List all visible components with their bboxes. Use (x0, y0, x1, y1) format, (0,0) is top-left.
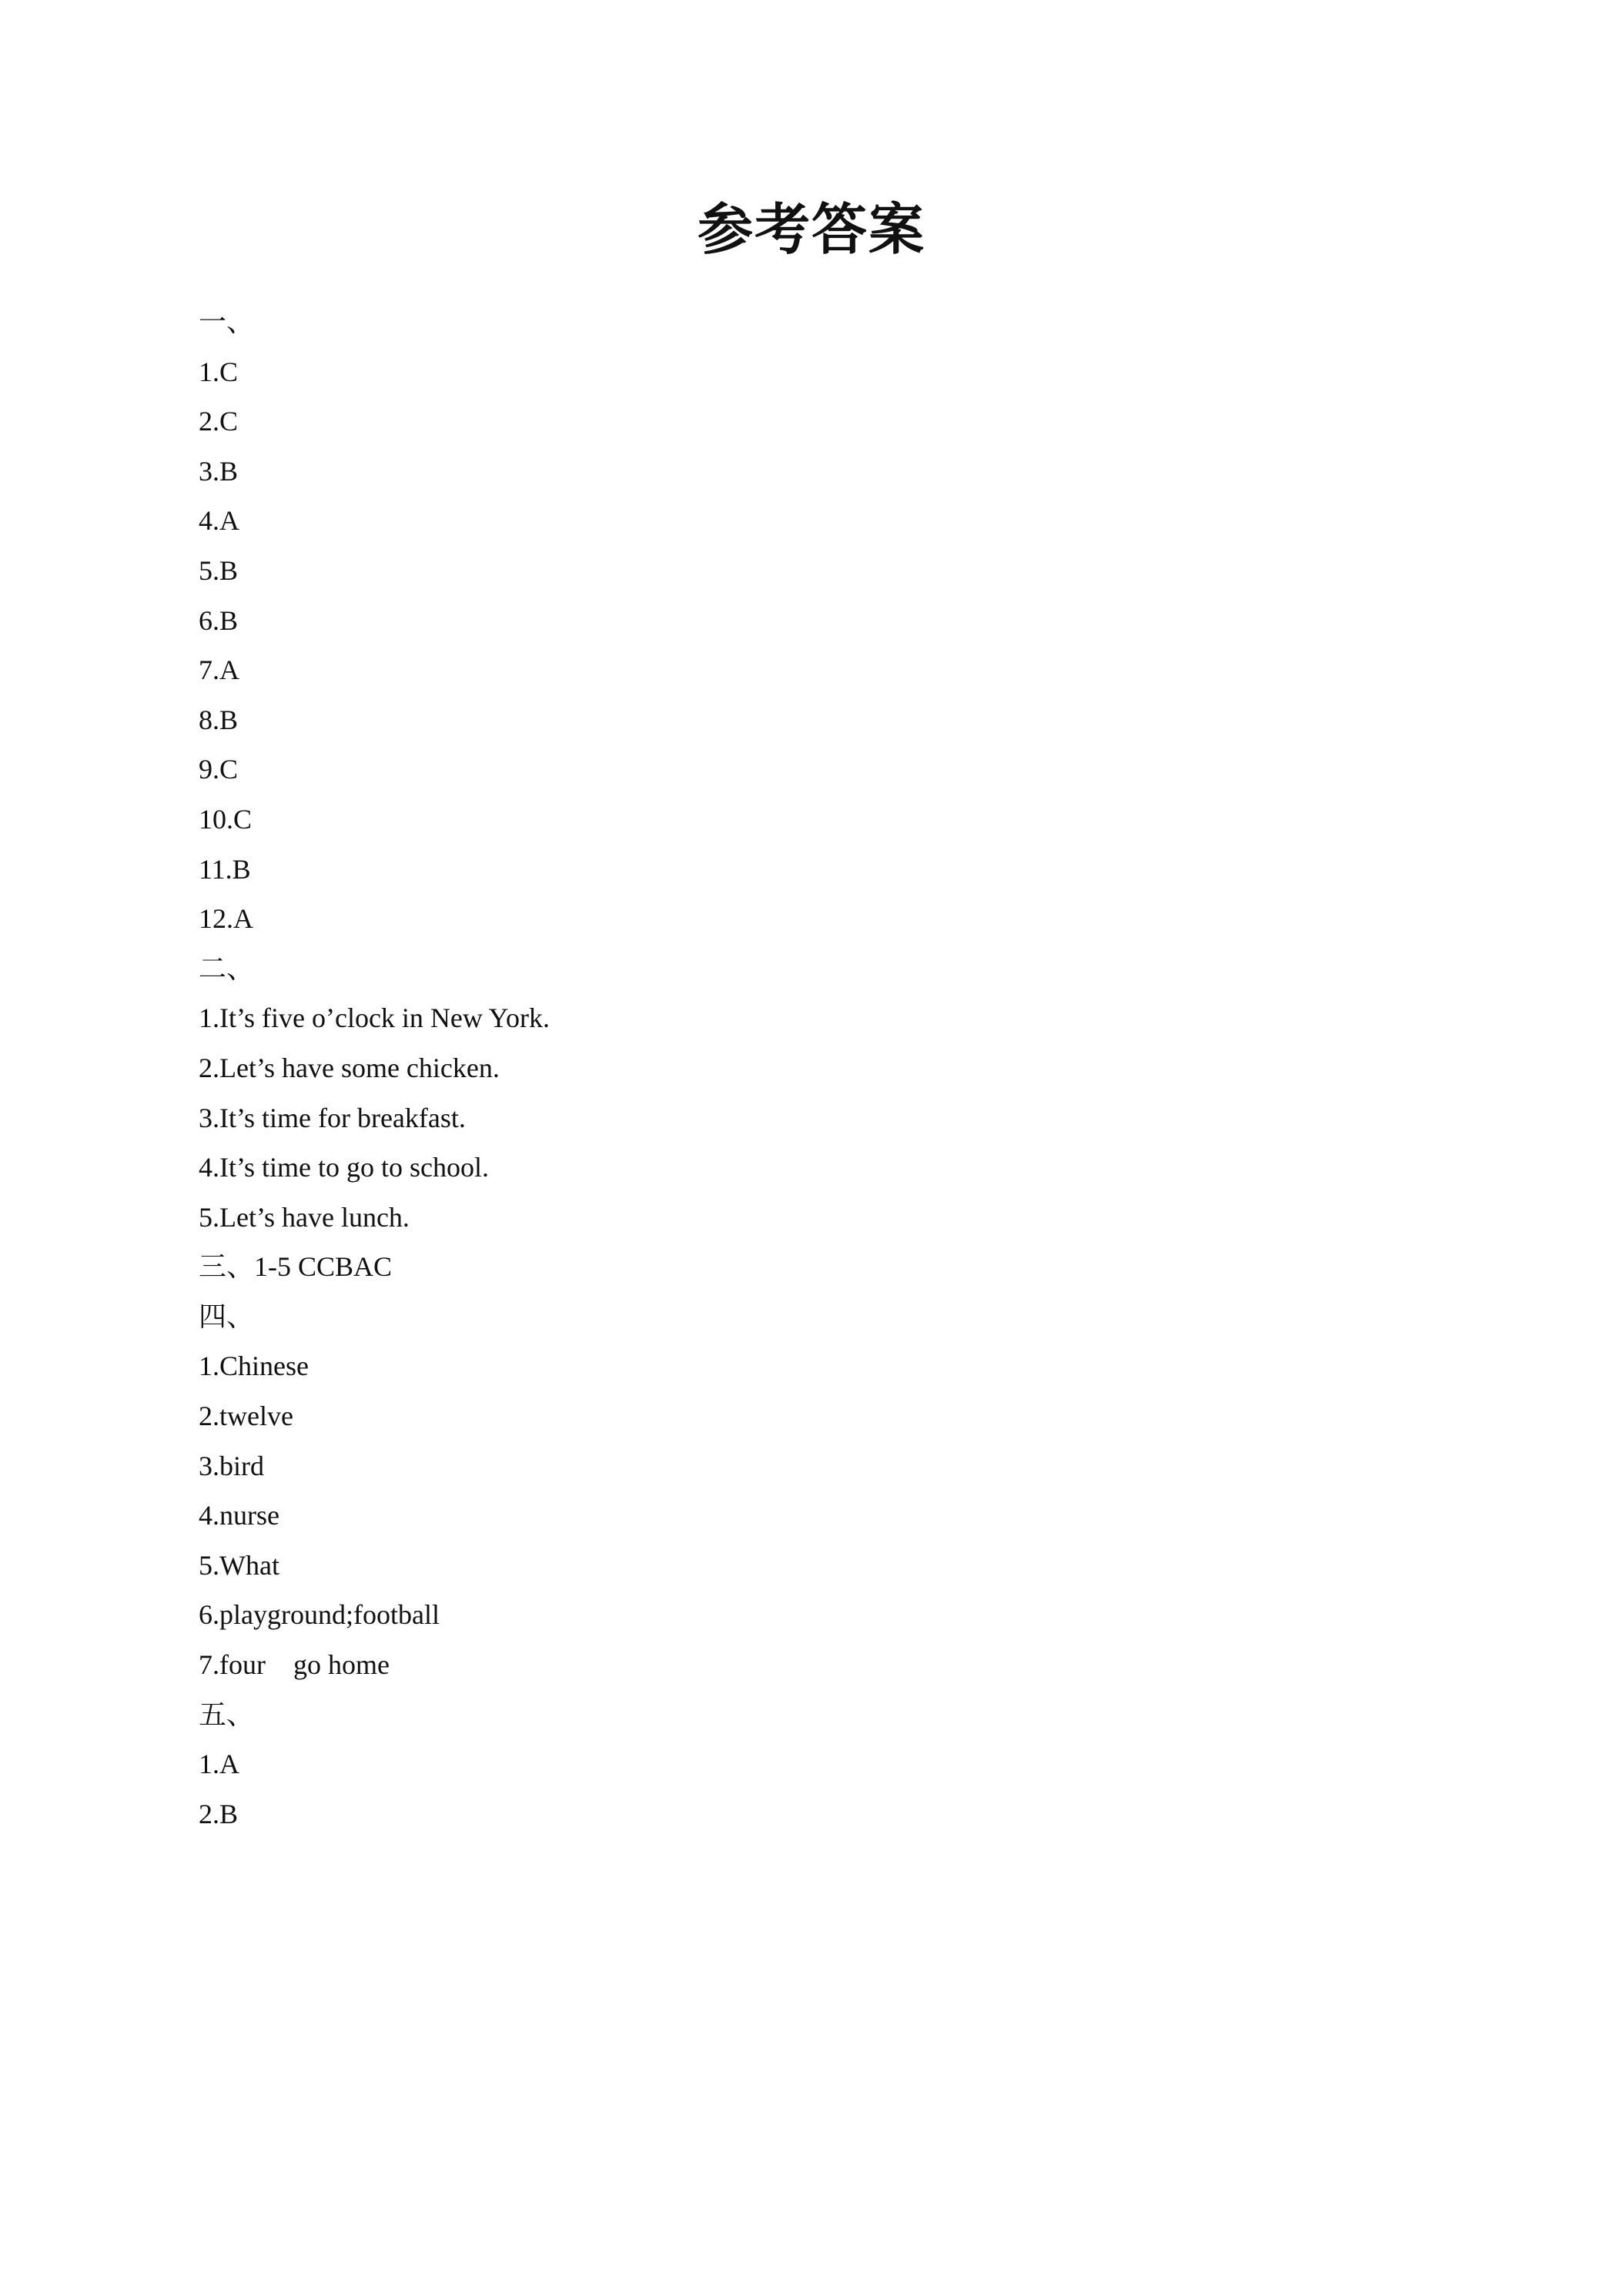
answer-line: 6.B (199, 604, 239, 636)
answer-line: 2.C (199, 406, 239, 437)
answer-line: 5.What (199, 1549, 279, 1581)
answer-line: 8.B (199, 704, 239, 735)
answer-line: 5.Let’s have lunch. (199, 1201, 410, 1233)
answer-line: 12.A (199, 903, 253, 935)
answer-line: 2.B (199, 1798, 239, 1829)
answer-line: 1.It’s five o’clock in New York. (199, 1002, 550, 1034)
page-title: 参考答案 (697, 197, 925, 262)
answer-line: 3.It’s time for breakfast. (199, 1102, 466, 1133)
answer-line: 4.It’s time to go to school. (199, 1152, 489, 1183)
answer-line: 7.A (199, 654, 239, 686)
answer-line: 3.bird (199, 1450, 264, 1481)
answer-line: 2.Let’s have some chicken. (199, 1052, 500, 1083)
section-heading-1: 一、 (199, 306, 255, 337)
answer-line: 7.four go home (199, 1649, 390, 1681)
answer-list (199, 297, 1508, 1839)
section-heading-3: 三、1-5 CCBAC (199, 1251, 393, 1283)
section-heading-2: 二、 (199, 952, 255, 984)
section-heading-4: 四、 (199, 1300, 255, 1332)
answer-line: 4.A (199, 505, 239, 537)
section-heading-5: 五、 (199, 1699, 255, 1730)
answer-line: 3.B (199, 455, 239, 487)
answer-line: 11.B (199, 853, 251, 885)
answer-line: 5.B (199, 554, 239, 586)
answer-line: 1.C (199, 356, 239, 387)
answer-line: 4.nurse (199, 1500, 279, 1531)
answer-line: 1.Chinese (199, 1350, 309, 1382)
answer-line: 10.C (199, 803, 253, 835)
answer-line: 2.twelve (199, 1401, 293, 1432)
answer-line: 6.playground;football (199, 1599, 440, 1631)
answer-line: 9.C (199, 754, 239, 785)
answer-line: 1.A (199, 1749, 239, 1780)
